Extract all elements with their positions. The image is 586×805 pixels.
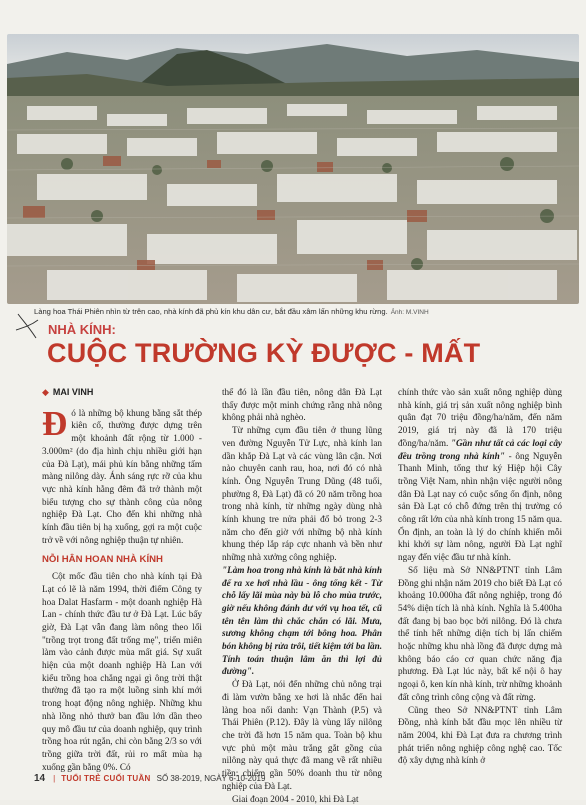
paragraph: Cũng theo Sở NN&PTNT tỉnh Lâm Đồng, nhà kính bắt đầu mọc lên nhiều từ năm 2004, khi Đà Lạt đưa ra chương trình phát triển nông nghiệp công nghệ cao. Tốc độ xây dựng nhà kính ở <box>398 704 562 768</box>
text-column-2 <box>222 386 382 805</box>
diamond-icon: ◆ <box>42 387 49 397</box>
magazine-name: TUỔI TRẺ CUỐI TUẦN <box>61 774 150 783</box>
byline <box>42 386 202 399</box>
byline-author: MAI VINH <box>53 387 94 397</box>
pull-quote: "Làm hoa trong nhà kính là bắt nhà kính để ra xe hơi nhà lầu - ông tổng kết - Từ chỗ lấy lãi mùa này bù lỗ cho mùa trước, giờ nếu không đánh dư với vụ hoa tết, cũ tên tên làm thì chắc chắn có lãi. Mưa, sương không chạm tới bông hoa. Phân bón không bị rửa trôi, tiết kiệm tới ba lần. Tính toán thuận lâm ăn thì lợi đủ đường". <box>222 564 382 678</box>
page-number: 14 <box>34 773 45 784</box>
inline-quote: "Gần như tất cả các loại cây đều trồng trong nhà kính" <box>398 438 562 461</box>
text-column-3 <box>398 386 562 767</box>
text-column-1 <box>42 386 202 773</box>
paragraph <box>42 407 202 547</box>
aerial-photo-illustration <box>7 34 579 304</box>
paragraph: Số liệu mà Sở NN&PTNT tỉnh Lâm Đồng ghi nhận năm 2019 cho biết Đà Lạt có khoảng 10.000ha đất nông nghiệp, trong đó 54% diện tích là nhà kính. Nghĩa là 5.400ha đất đang bị bao bọc bởi nilông. Đó là chưa thể tính hết những diện tích bị lấn chiếm hoặc những khu nhà lồng đã được dựng mà không báo cáo cơ quan chức năng địa phương. Đà Lạt lúc này, bất kể nội ô hay ngoại ô, ken kín nhà kính, trừ những khoảnh đất công trình công cộng và đất rừng. <box>398 564 562 704</box>
pen-mark-icon <box>14 312 42 347</box>
section-subhead: NỖI HÂN HOAN NHÀ KÍNH <box>42 554 202 567</box>
article-headline: CUỘC TRƯỜNG KỲ ĐƯỢC - MẤT <box>47 336 480 370</box>
paragraph: Giai đoạn 2004 - 2010, khi Đà Lạt <box>222 793 382 805</box>
caption-text: Làng hoa Thái Phiên nhìn từ trên cao, nhà kính đã phủ kín khu dân cư, bắt đầu xâm lấn những khu rừng. <box>34 307 388 316</box>
paragraph: thể đó là lần đầu tiên, nông dân Đà Lạt thấy được một minh chứng rằng nhà nông không phải nhà nghèo. <box>222 386 382 424</box>
paragraph <box>398 386 562 564</box>
paragraph-text: ó là những bộ khung bằng sắt thép kiên cố, thường được dựng trên một khoảnh đất rộng từ 1.000 - 3.000m² (do địa hình chịu nhiều giới hạn của Đà Lạt), mái phủ kín bằng những tấm màng nilông dày. Ánh sáng rực rỡ của khu vực nhà kính hằng đêm đã trở thành một biểu tượng cho sự thành công của nông nghiệp Đà Lạt. Cho đến khi những nhà kính đầu tiên bị hạ xuống, gợi ra một cuộc trở về với nông nghiệp thuận tự nhiên. <box>42 408 202 545</box>
dropcap: Đ <box>42 409 67 439</box>
photo-credit: Ảnh: M.VINH <box>391 309 429 316</box>
paragraph: Ở Đà Lạt, nói đến những chủ nông trại đi làm vườn bằng xe hơi là nhắc đến hai làng hoa nổi danh: Vạn Thành (P.5) và Thái Phiên (P.12). Đây là vùng lấy nilông che trời đã hơn 15 năm qua. Toàn bộ khu vực phủ một màu trắng gắt gồng của nilông này quả thực đã mang về rất nhiều tiền: chiếm gần 50% doanh thu từ nông nghiệp của Đà Lạt. <box>222 678 382 792</box>
issue-info: SỐ 38-2019, NGÀY 6-10-2019 <box>157 774 266 783</box>
article-kicker: NHÀ KÍNH: <box>48 322 116 337</box>
photo-caption <box>34 307 574 316</box>
paragraph-text: chính thức vào sản xuất nông nghiệp dùng nhà kính, giá trị sản xuất nông nghiệp bình quân đạt 70 triệu đồng/ha/năm, đến năm 2019, giá trị này đã là 170 triệu đồng/ha/năm. <box>398 387 562 448</box>
paragraph-text: - ông Nguyễn Thanh Minh, tổng thư ký Hiệp hội Cây trồng Việt Nam, nhìn nhận việc người nông dân Đà Lạt nay có cuộc sống ổn định, nông sản Đà Lạt có chỗ đứng trên thị trường có công rất lớn của nhà kính trong 15 năm qua. Ổn định, an toàn là lý do chính khiến mỗi khi khởi sự làm nông, người Đà Lạt nghĩ ngay đến việc đầu tư nhà kính. <box>398 451 562 563</box>
paragraph: Từ những cụm đầu tiên ở thung lũng ven đường Nguyễn Tử Lực, nhà kính lan dần khắp Đà Lạt và các vùng lân cận. Nơi nào chuyên canh rau, hoa, nơi đó có nhà kính. Ông Nguyễn Trung Dũng (48 tuổi, phường 8, Đà Lạt) đã có 20 năm trồng hoa trong nhà kính, từ những ngày dùng nhà kính khung tre nửa phải đổ bỏ trong 2-3 năm cho đến giờ với những bộ nhà kính khung thép lắp ráp cực nhanh và bền như những nhà xưởng công nghiệp. <box>222 424 382 564</box>
page-footer <box>34 773 265 784</box>
paragraph: Cột mốc đầu tiên cho nhà kính tại Đà Lạt có lẽ là năm 1994, thời điểm Công ty hoa Dalat Hasfarm - một doanh nghiệp Hà Lan - chính thức đầu tư ở Đà Lạt. Lúc bấy giờ, Đà Lạt vẫn đang làm nông theo lối "trồng trọt trong đất trống mẹ", triển miên làm vào cảnh được mùa mất giá. Sự xuất hiện của một doanh nghiệp Hà Lan với kiểu trồng hoa chẳng ngại gì ông trời thật thường đã tạo ra một luồng sinh khí mới trong hoạt động nông nghiệp. Những khu nhà lồng nhỏ thưở ban đầu lớn dần theo quy mô đầu tư của doanh nghiệp, quy trình trồng hoa rút ngắn, chi còn bằng 2/3 so với trồng giữa trời đất, rủi ro mất mùa hạ xuống gần bằng 0%. Có <box>42 570 202 773</box>
footer-divider: | <box>53 774 55 783</box>
greenhouse-landscape-photo <box>7 34 579 304</box>
